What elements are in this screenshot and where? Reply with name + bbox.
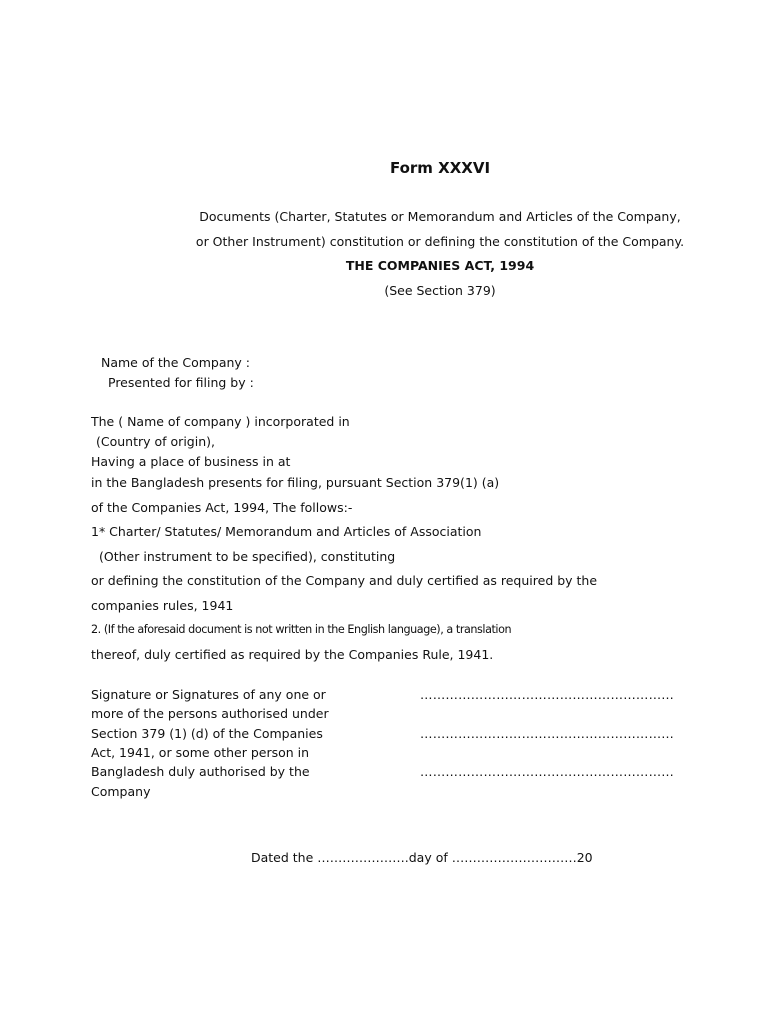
body-line: in the Bangladesh presents for filing, pursuant Section 379(1) (a) xyxy=(91,475,500,490)
dated-line: Dated the ………………….day of …………………………20 xyxy=(251,850,593,865)
signature-line: more of the persons authorised under xyxy=(91,706,329,721)
signature-line: Company xyxy=(91,784,151,799)
document-subtitle-line-1: Documents (Charter, Statutes or Memorandum and Articles of the Company, xyxy=(199,209,681,224)
body-line: (Other instrument to be specified), constituting xyxy=(99,549,396,564)
signature-line: Act, 1941, or some other person in xyxy=(91,745,310,760)
body-line: companies rules, 1941 xyxy=(91,598,234,613)
signature-blank-1: …………………………………………………… xyxy=(420,687,674,702)
signature-line: Signature or Signatures of any one or xyxy=(91,687,326,702)
body-line: The ( Name of company ) incorporated in xyxy=(91,414,350,429)
section-reference: (See Section 379) xyxy=(384,283,496,298)
body-line: or defining the constitution of the Company and duly certified as required by the xyxy=(91,573,598,588)
body-line: Having a place of business in at xyxy=(91,454,291,469)
act-title: THE COMPANIES ACT, 1994 xyxy=(345,258,535,273)
body-line: of the Companies Act, 1994, The follows:- xyxy=(91,500,353,515)
body-line: 2. (If the aforesaid document is not written in the English language), a translation xyxy=(91,623,512,636)
body-line: 1* Charter/ Statutes/ Memorandum and Articles of Association xyxy=(91,524,482,539)
body-line: thereof, duly certified as required by the Companies Rule, 1941. xyxy=(91,647,494,662)
presented-by-label: Presented for filing by : xyxy=(108,375,254,390)
form-title: Form XXXVI xyxy=(389,159,491,177)
signature-line: Bangladesh duly authorised by the xyxy=(91,764,310,779)
signature-blank-2: …………………………………………………… xyxy=(420,726,674,741)
document-subtitle-line-2: or Other Instrument) constitution or defining the constitution of the Company. xyxy=(195,234,685,249)
signature-blank-3: …………………………………………………… xyxy=(420,764,674,779)
company-name-label: Name of the Company : xyxy=(101,355,251,370)
body-line: (Country of origin), xyxy=(96,434,215,449)
signature-line: Section 379 (1) (d) of the Companies xyxy=(91,726,323,741)
